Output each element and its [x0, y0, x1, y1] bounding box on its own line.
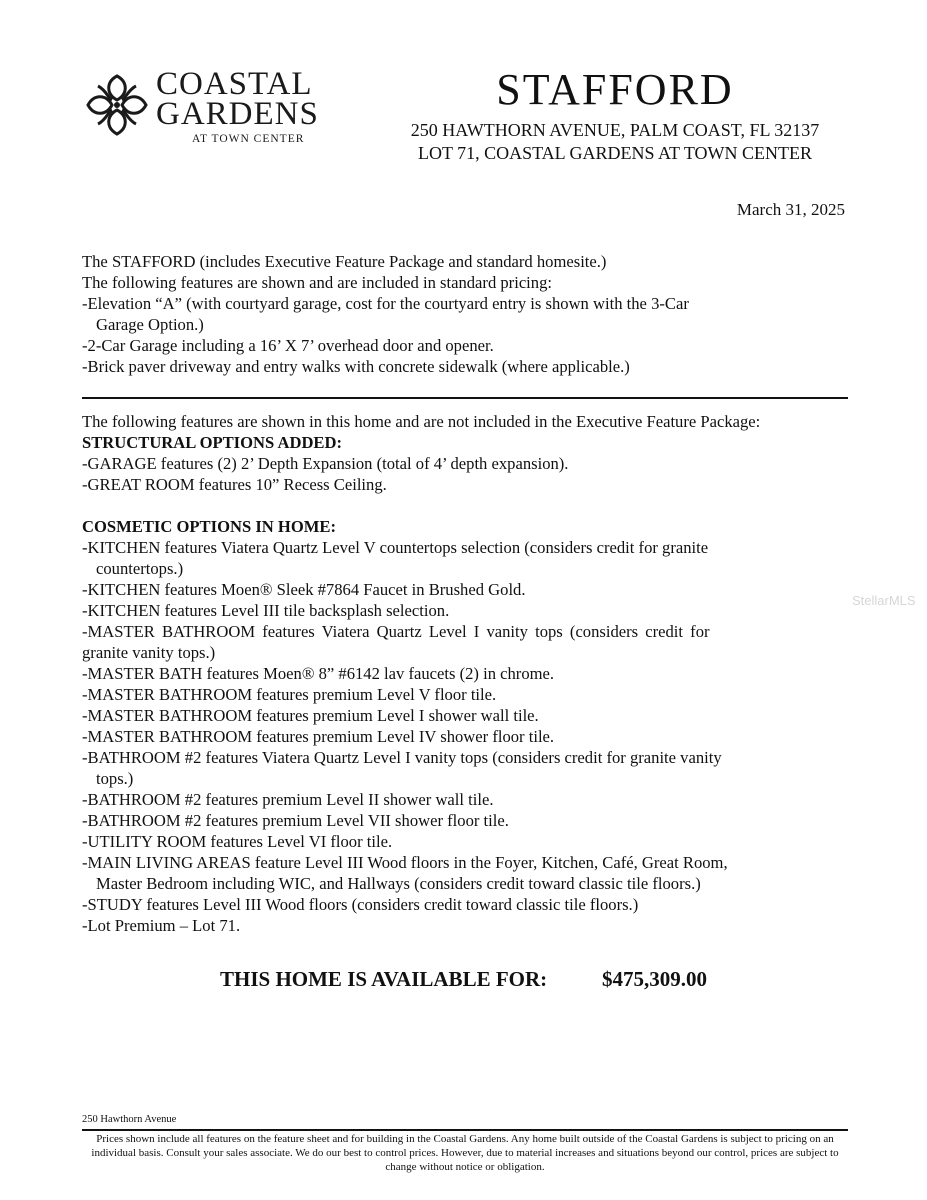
- structural-item: -GARAGE features (2) 2’ Depth Expansion (total of 4’ depth expansion).: [82, 454, 569, 473]
- standard-feature-item-cont: Garage Option.): [96, 315, 204, 334]
- cosmetic-item: -KITCHEN features Viatera Quartz Level V countertops selection (considers credit for granite: [82, 538, 709, 557]
- cosmetic-item: -MAIN LIVING AREAS feature Level III Wood floors in the Foyer, Kitchen, Café, Great Room,: [82, 853, 728, 872]
- sheet-date: March 31, 2025: [736, 200, 845, 219]
- options-intro: The following features are shown in this home and are not included in the Executive Feature Package:: [82, 412, 761, 431]
- price-value: $475,309.00: [602, 967, 707, 991]
- cosmetic-item: -BATHROOM #2 features premium Level VII shower floor tile.: [82, 811, 509, 830]
- cosmetic-item: -MASTER BATH features Moen® 8” #6142 lav faucets (2) in chrome.: [82, 664, 555, 683]
- cosmetic-heading: COSMETIC OPTIONS IN HOME:: [82, 517, 337, 536]
- standard-feature-item: -Brick paver driveway and entry walks with concrete sidewalk (where applicable.): [82, 357, 630, 376]
- cosmetic-item: -STUDY features Level III Wood floors (considers credit toward classic tile floors.): [82, 895, 639, 914]
- address-line-2: LOT 71, COASTAL GARDENS AT TOWN CENTER: [417, 143, 813, 163]
- logo-line-coastal: COASTAL: [156, 66, 313, 102]
- cosmetic-item-cont: Master Bedroom including WIC, and Hallways (considers credit toward classic tile floors.): [96, 874, 701, 893]
- standard-features-section: [82, 251, 862, 377]
- cosmetic-item: -MASTER BATHROOM features premium Level V floor tile.: [82, 685, 497, 704]
- quatrefoil-emblem-icon: [84, 72, 150, 138]
- mls-watermark: StellarMLS: [852, 593, 916, 608]
- cosmetic-item: -UTILITY ROOM features Level VI floor tile.: [82, 832, 393, 851]
- intro-line: The STAFFORD (includes Executive Feature Package and standard homesite.): [82, 252, 607, 271]
- logo-line-gardens: GARDENS: [156, 96, 319, 132]
- coastal-gardens-logo: [84, 66, 334, 152]
- structural-heading: STRUCTURAL OPTIONS ADDED:: [82, 433, 343, 452]
- cosmetic-item: -KITCHEN features Level III tile backsplash selection.: [82, 601, 450, 620]
- cosmetic-item-cont: tops.): [96, 769, 134, 788]
- address-line-1: 250 HAWTHORN AVENUE, PALM COAST, FL 32137: [410, 120, 820, 140]
- section-divider: [82, 397, 848, 399]
- cosmetic-item-cont: countertops.): [96, 559, 184, 578]
- cosmetic-item-cont: granite vanity tops.): [82, 643, 216, 662]
- price-label: THIS HOME IS AVAILABLE FOR:: [220, 967, 548, 991]
- cosmetic-item: -MASTER BATHROOM features Viatera Quartz Level I vanity tops (considers credit for: [82, 622, 710, 641]
- structural-item: -GREAT ROOM features 10” Recess Ceiling.: [82, 475, 387, 494]
- logo-line-town-center: AT TOWN CENTER: [192, 133, 305, 145]
- footer-property-name: 250 Hawthorn Avenue: [82, 1114, 177, 1125]
- intro-line: The following features are shown and are included in standard pricing:: [82, 273, 552, 292]
- standard-feature-item: -Elevation “A” (with courtyard garage, cost for the courtyard entry is shown with the 3-Car: [82, 294, 689, 313]
- footer-divider: [82, 1129, 848, 1131]
- standard-feature-item: -2-Car Garage including a 16’ X 7’ overhead door and opener.: [82, 336, 494, 355]
- added-options-section: [82, 411, 862, 936]
- cosmetic-item: -BATHROOM #2 features premium Level II shower wall tile.: [82, 790, 494, 809]
- footer-disclaimer: Prices shown include all features on the feature sheet and for building in the Coastal Gardens. Any home built outside of the Coastal Gardens is subject to pricing on an individual basis. Consult your sales associate. We do our best to control prices. However, due to material increases and situations beyond our control, prices are subject to change without notice or obligation.: [91, 1133, 839, 1173]
- cosmetic-item: -KITCHEN features Moen® Sleek #7864 Faucet in Brushed Gold.: [82, 580, 526, 599]
- cosmetic-item: -MASTER BATHROOM features premium Level IV shower floor tile.: [82, 727, 555, 746]
- model-title: STAFFORD: [496, 65, 734, 114]
- cosmetic-item: -Lot Premium – Lot 71.: [82, 916, 241, 935]
- cosmetic-item: -BATHROOM #2 features Viatera Quartz Level I vanity tops (considers credit for granite vanity: [82, 748, 722, 767]
- cosmetic-item: -MASTER BATHROOM features premium Level I shower wall tile.: [82, 706, 539, 725]
- spacer: [82, 495, 862, 516]
